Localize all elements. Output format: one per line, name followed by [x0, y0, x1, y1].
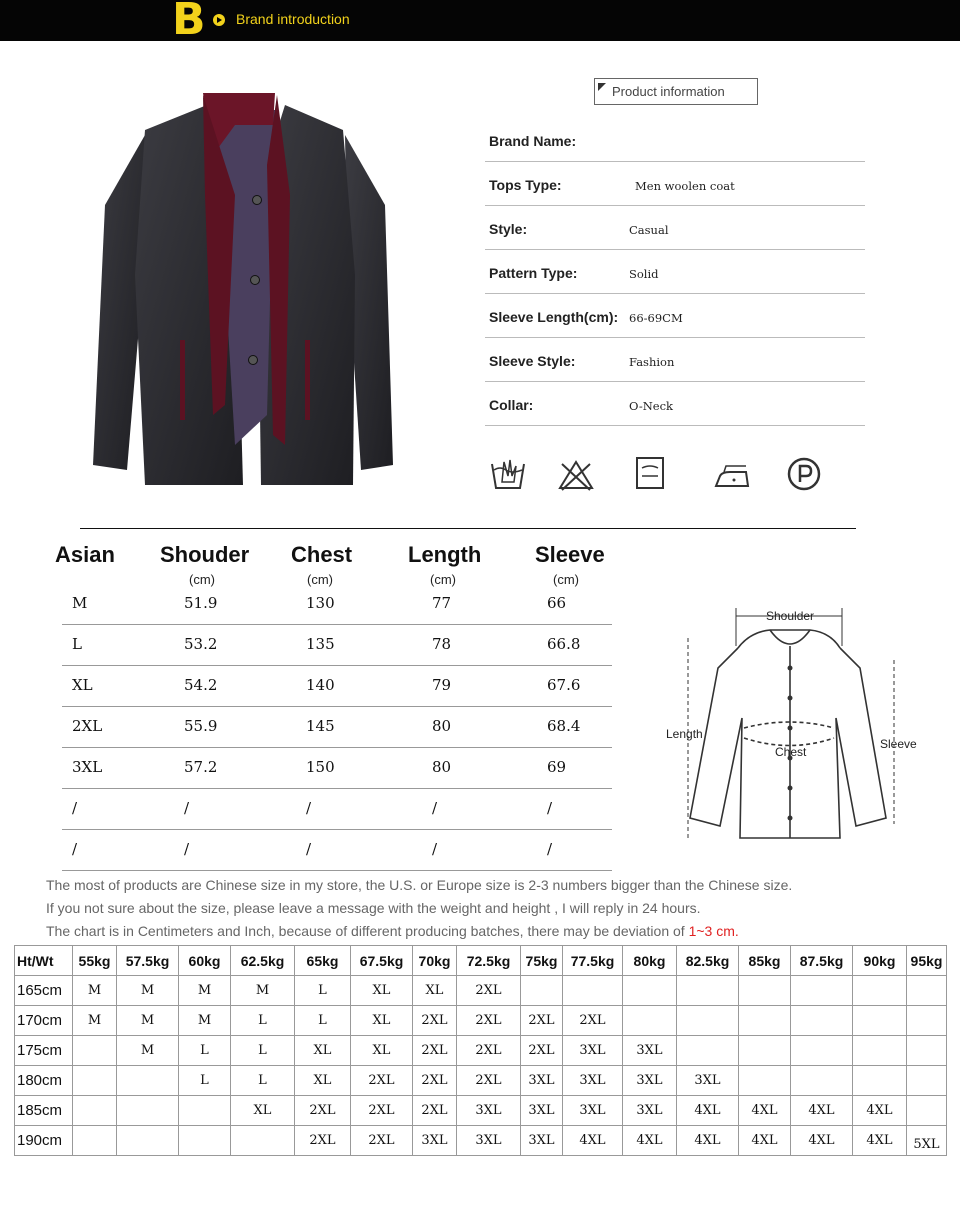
htwt-size-cell [623, 976, 677, 1006]
size-table-cell: / [547, 840, 553, 858]
htwt-height-label: 175cm [15, 1036, 73, 1066]
size-table-cell: XL [72, 676, 93, 694]
htwt-size-cell: 2XL [351, 1096, 413, 1126]
htwt-weight-header: 57.5kg [117, 946, 179, 976]
htwt-size-cell: 2XL [413, 1096, 457, 1126]
size-table-cell: 150 [306, 758, 335, 776]
size-table-cell: 79 [432, 676, 452, 694]
htwt-size-cell: 2XL [521, 1006, 563, 1036]
htwt-size-cell [179, 1126, 231, 1156]
htwt-size-cell: L [295, 1006, 351, 1036]
htwt-size-cell [791, 1066, 853, 1096]
size-table-cell: M [72, 594, 88, 612]
htwt-weight-header: 87.5kg [791, 946, 853, 976]
product-information-label: Product information [594, 78, 758, 105]
htwt-size-cell: M [73, 1006, 117, 1036]
htwt-size-cell: 4XL [739, 1126, 791, 1156]
htwt-size-cell: 4XL [623, 1126, 677, 1156]
size-table-cell: 55.9 [184, 717, 218, 735]
htwt-size-cell [853, 1066, 907, 1096]
htwt-size-cell [73, 1066, 117, 1096]
htwt-size-cell: 2XL [351, 1066, 413, 1096]
coat-product-image [85, 85, 405, 500]
size-unit-length: (cm) [430, 572, 456, 587]
htwt-size-cell: 2XL [413, 1066, 457, 1096]
size-unit-sleeve: (cm) [553, 572, 579, 587]
htwt-size-cell: 2XL [457, 1036, 521, 1066]
htwt-size-cell: 2XL [295, 1126, 351, 1156]
htwt-size-cell [73, 1036, 117, 1066]
htwt-size-cell: 3XL [623, 1096, 677, 1126]
height-weight-table [14, 945, 947, 1156]
htwt-size-cell: M [231, 976, 295, 1006]
spec-key: Pattern Type: [489, 265, 578, 281]
htwt-size-cell: M [117, 1036, 179, 1066]
size-table-cell: 135 [306, 635, 335, 653]
product-spec-list [485, 118, 865, 426]
htwt-size-cell: XL [351, 976, 413, 1006]
htwt-weight-header: 55kg [73, 946, 117, 976]
htwt-size-cell: XL [413, 976, 457, 1006]
size-table-cell: 77 [432, 594, 452, 612]
htwt-size-cell [677, 1036, 739, 1066]
htwt-size-cell: 3XL [521, 1126, 563, 1156]
spec-value: Solid [629, 267, 659, 281]
htwt-size-cell: 5XL [907, 1126, 947, 1156]
htwt-size-cell: 3XL [677, 1066, 739, 1096]
size-table-row [62, 830, 612, 871]
size-header-length: Length [408, 542, 482, 567]
htwt-size-cell [907, 976, 947, 1006]
htwt-size-cell [907, 1006, 947, 1036]
size-table-cell: 54.2 [184, 676, 218, 694]
htwt-size-cell [677, 1006, 739, 1036]
htwt-size-cell: M [117, 976, 179, 1006]
htwt-weight-header: 67.5kg [351, 946, 413, 976]
htwt-size-cell: 3XL [563, 1066, 623, 1096]
htwt-size-cell: L [231, 1036, 295, 1066]
htwt-header-row [15, 946, 947, 976]
size-unit-chest: (cm) [307, 572, 333, 587]
htwt-size-cell [739, 976, 791, 1006]
htwt-weight-header: 82.5kg [677, 946, 739, 976]
spec-key: Sleeve Length(cm): [489, 309, 619, 325]
htwt-weight-header: 75kg [521, 946, 563, 976]
htwt-size-cell: 4XL [853, 1126, 907, 1156]
size-table-cell: 51.9 [184, 594, 218, 612]
spec-row-brand [485, 118, 865, 162]
htwt-weight-header: 72.5kg [457, 946, 521, 976]
size-table-cell: 2XL [72, 717, 103, 735]
size-table-row [62, 748, 612, 789]
spec-row-tops-type [485, 162, 865, 206]
htwt-size-cell [791, 976, 853, 1006]
hand-wash-icon [488, 454, 528, 494]
htwt-size-cell: 2XL [413, 1036, 457, 1066]
size-table-cell: 140 [306, 676, 335, 694]
size-table-cell: 80 [432, 717, 452, 735]
size-note-3 [46, 923, 739, 939]
htwt-size-cell: XL [351, 1006, 413, 1036]
htwt-size-cell: 3XL [457, 1126, 521, 1156]
size-table-row [62, 707, 612, 748]
diagram-label-length: Length [666, 727, 703, 741]
htwt-size-cell: 2XL [563, 1006, 623, 1036]
spec-row-sleeve-style [485, 338, 865, 382]
size-table-row [62, 584, 612, 625]
brand-letter: B [172, 0, 206, 45]
htwt-size-cell: 3XL [623, 1036, 677, 1066]
htwt-size-cell: M [179, 976, 231, 1006]
size-table-cell: / [432, 840, 438, 858]
htwt-size-cell [739, 1036, 791, 1066]
htwt-size-cell: XL [295, 1036, 351, 1066]
brand-header-bar [0, 0, 960, 45]
htwt-weight-header: 77.5kg [563, 946, 623, 976]
htwt-size-cell [677, 976, 739, 1006]
size-note-1: The most of products are Chinese size in my store, the U.S. or Europe size is 2-3 numbers bigger than the Chinese size. [46, 877, 793, 893]
htwt-size-cell [739, 1006, 791, 1036]
htwt-row [15, 1126, 947, 1156]
htwt-weight-header: 60kg [179, 946, 231, 976]
spec-key: Sleeve Style: [489, 353, 576, 369]
spec-key: Collar: [489, 397, 534, 413]
brand-title: Brand introduction [236, 11, 350, 27]
spec-key: Brand Name: [489, 133, 577, 149]
htwt-size-cell: XL [351, 1036, 413, 1066]
size-table-cell: / [306, 840, 312, 858]
htwt-size-cell: 2XL [413, 1006, 457, 1036]
htwt-size-cell [907, 1096, 947, 1126]
size-table-cell: 3XL [72, 758, 103, 776]
size-table-cell: 67.6 [547, 676, 581, 694]
care-icons [486, 454, 826, 498]
htwt-size-cell: XL [295, 1066, 351, 1096]
htwt-size-cell: 3XL [521, 1066, 563, 1096]
size-table-cell: / [306, 799, 312, 817]
spec-value: Casual [629, 223, 669, 237]
htwt-height-label: 165cm [15, 976, 73, 1006]
htwt-height-label: 190cm [15, 1126, 73, 1156]
htwt-height-label: 185cm [15, 1096, 73, 1126]
section-divider [80, 528, 856, 529]
size-unit-shoulder: (cm) [189, 572, 215, 587]
spec-row-style [485, 206, 865, 250]
htwt-size-cell: XL [231, 1096, 295, 1126]
spec-value: Fashion [629, 355, 675, 369]
htwt-size-cell: 3XL [521, 1096, 563, 1126]
htwt-weight-header: 85kg [739, 946, 791, 976]
size-table-cell: 145 [306, 717, 335, 735]
htwt-size-cell [179, 1096, 231, 1126]
spec-value: Men woolen coat [635, 179, 735, 193]
htwt-size-cell: 4XL [677, 1096, 739, 1126]
size-header-shoulder: Shouder [160, 542, 250, 567]
size-table-cell: 130 [306, 594, 335, 612]
htwt-size-cell: 4XL [677, 1126, 739, 1156]
htwt-size-cell [853, 1006, 907, 1036]
htwt-size-cell: 2XL [351, 1126, 413, 1156]
size-table-row [62, 625, 612, 666]
measurement-diagram [660, 598, 920, 848]
htwt-weight-header: 80kg [623, 946, 677, 976]
htwt-size-cell [739, 1066, 791, 1096]
htwt-weight-header: 90kg [853, 946, 907, 976]
spec-row-pattern-type [485, 250, 865, 294]
size-table-cell: 66 [547, 594, 567, 612]
htwt-weight-header: 95kg [907, 946, 947, 976]
size-note-2: If you not sure about the size, please leave a message with the weight and height , I will reply in 24 hours. [46, 900, 701, 916]
htwt-size-cell [563, 976, 623, 1006]
htwt-size-cell: L [231, 1006, 295, 1036]
htwt-size-cell [791, 1006, 853, 1036]
htwt-size-cell: 3XL [563, 1096, 623, 1126]
htwt-weight-header: 62.5kg [231, 946, 295, 976]
size-table-cell: 53.2 [184, 635, 218, 653]
htwt-size-cell [623, 1006, 677, 1036]
diagram-label-sleeve: Sleeve [880, 737, 917, 751]
htwt-size-cell: L [179, 1066, 231, 1096]
htwt-size-cell: 4XL [563, 1126, 623, 1156]
htwt-size-cell [907, 1036, 947, 1066]
spec-key: Tops Type: [489, 177, 562, 193]
spec-row-collar [485, 382, 865, 426]
htwt-size-cell [117, 1126, 179, 1156]
size-table-cell: / [547, 799, 553, 817]
htwt-size-cell: M [73, 976, 117, 1006]
htwt-row [15, 1036, 947, 1066]
htwt-size-cell: L [179, 1036, 231, 1066]
htwt-row [15, 1096, 947, 1126]
size-note-3-deviation: 1~3 cm. [688, 923, 739, 939]
htwt-size-cell: 4XL [791, 1126, 853, 1156]
htwt-size-cell [73, 1096, 117, 1126]
size-table-row [62, 789, 612, 830]
htwt-size-cell [231, 1126, 295, 1156]
tumble-dry-icon [632, 454, 672, 494]
size-table-cell: 69 [547, 758, 567, 776]
htwt-weight-header: 65kg [295, 946, 351, 976]
htwt-size-cell: L [295, 976, 351, 1006]
htwt-size-cell: 3XL [413, 1126, 457, 1156]
htwt-corner: Ht/Wt [15, 946, 73, 976]
htwt-size-cell [853, 1036, 907, 1066]
htwt-weight-header: 70kg [413, 946, 457, 976]
htwt-size-cell: M [179, 1006, 231, 1036]
htwt-size-cell: 3XL [457, 1096, 521, 1126]
spec-row-sleeve-length [485, 294, 865, 338]
htwt-size-cell [853, 976, 907, 1006]
htwt-height-label: 180cm [15, 1066, 73, 1096]
size-table-cell: L [72, 635, 82, 653]
spec-value: 66-69CM [629, 311, 683, 325]
htwt-size-cell: 3XL [563, 1036, 623, 1066]
htwt-size-cell: 2XL [457, 1066, 521, 1096]
htwt-size-cell: M [117, 1006, 179, 1036]
htwt-size-cell: 4XL [791, 1096, 853, 1126]
size-table-cell: / [72, 840, 78, 858]
diagram-label-shoulder: Shoulder [766, 609, 815, 623]
size-table-cell: / [72, 799, 78, 817]
size-note-3-text: The chart is in Centimeters and Inch, because of different producing batches, there may be deviation of [46, 923, 689, 939]
htwt-size-cell: 4XL [739, 1096, 791, 1126]
htwt-size-cell [791, 1036, 853, 1066]
htwt-size-cell [117, 1096, 179, 1126]
size-table-cell: 78 [432, 635, 452, 653]
spec-value: O-Neck [629, 399, 674, 413]
size-table-cell: 68.4 [547, 717, 581, 735]
htwt-size-cell: 2XL [457, 976, 521, 1006]
htwt-size-cell: 3XL [623, 1066, 677, 1096]
htwt-size-cell: 2XL [457, 1006, 521, 1036]
no-bleach-icon [556, 454, 596, 494]
htwt-size-cell: 4XL [853, 1096, 907, 1126]
size-table-cell: 80 [432, 758, 452, 776]
htwt-size-cell: 2XL [521, 1036, 563, 1066]
htwt-height-label: 170cm [15, 1006, 73, 1036]
spec-key: Style: [489, 221, 528, 237]
diagram-label-chest: Chest [775, 745, 807, 759]
size-table-cell: 57.2 [184, 758, 218, 776]
htwt-size-cell [73, 1126, 117, 1156]
htwt-size-cell: L [231, 1066, 295, 1096]
size-table-cell: 66.8 [547, 635, 581, 653]
size-header-chest: Chest [291, 542, 353, 567]
size-header-sleeve: Sleeve [535, 542, 605, 567]
dry-clean-icon [784, 454, 824, 494]
size-table [62, 584, 612, 871]
size-table-row [62, 666, 612, 707]
htwt-row [15, 976, 947, 1006]
htwt-size-cell [521, 976, 563, 1006]
htwt-size-cell: 2XL [295, 1096, 351, 1126]
size-table-cell: / [184, 840, 190, 858]
htwt-row [15, 1066, 947, 1096]
size-table-cell: / [184, 799, 190, 817]
htwt-size-cell [907, 1066, 947, 1096]
htwt-size-cell [117, 1066, 179, 1096]
play-bullet-icon [213, 14, 225, 26]
size-table-cell: / [432, 799, 438, 817]
size-header-asian: Asian [55, 542, 115, 567]
htwt-row [15, 1006, 947, 1036]
iron-icon [712, 454, 752, 494]
